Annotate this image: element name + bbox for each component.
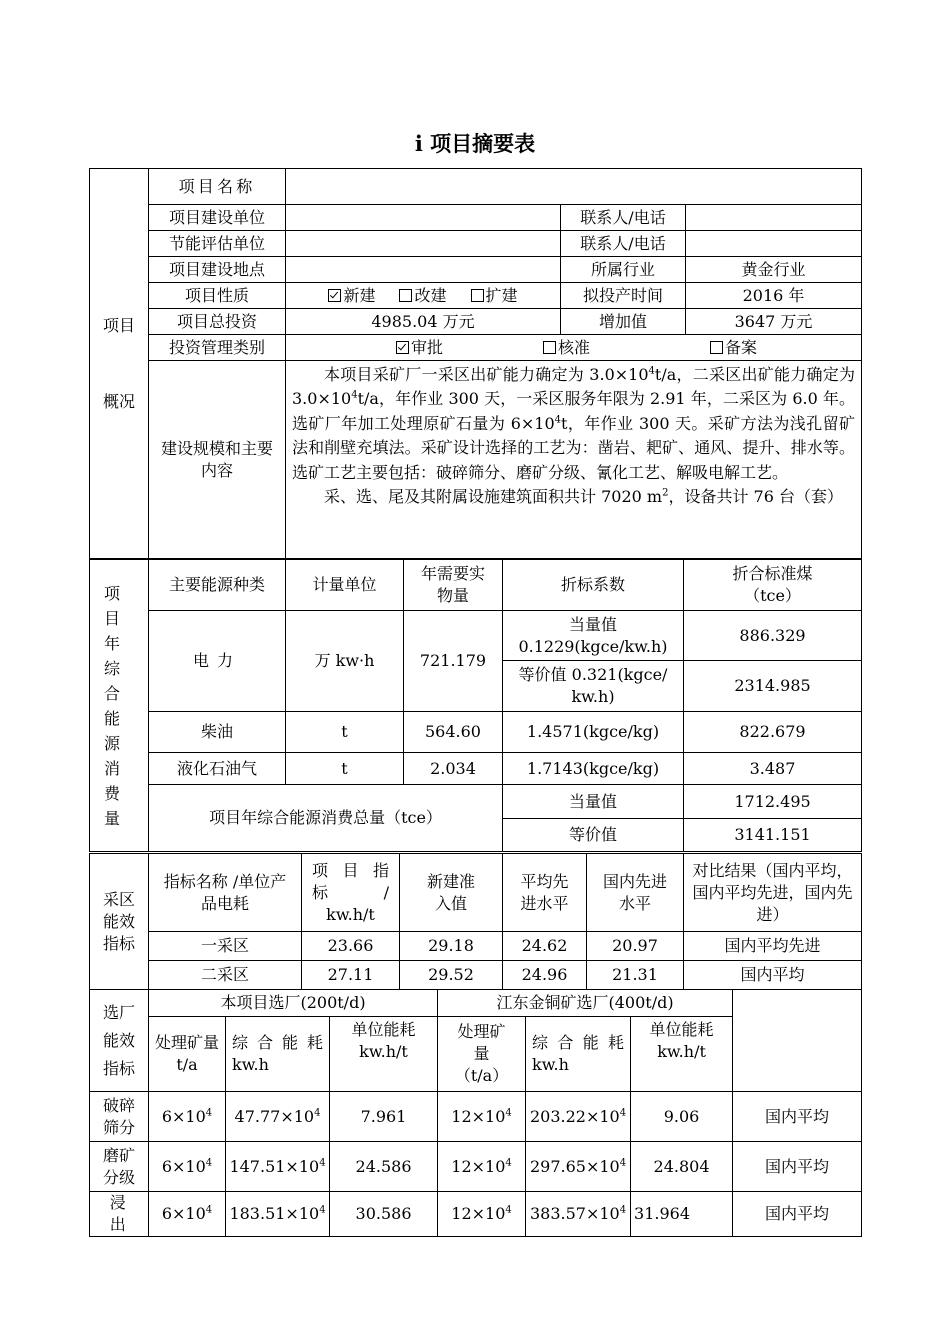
mining-row-name: 二采区 [149,961,302,990]
mining-header-indicator: 项 目 指 标 / kw.h/t [302,854,400,932]
dressing-eb: $383.57\times 10^4$ [526,1192,631,1237]
header-coef: 折标系数 [503,560,684,611]
dressing-qa: $6\times 10^4$ [149,1092,226,1142]
checkbox-verify[interactable] [543,341,556,354]
plant-b-header: 江东金铜矿选厂(400t/d) [438,990,733,1017]
electricity-unit: 万 kw·h [286,611,404,712]
mining-row-value: 29.18 [400,932,503,961]
header-tce: 折合标准煤（tce） [684,560,862,611]
dressing-qa: $6\times 10^4$ [149,1142,226,1192]
mining-header-name: 指标名称 /单位产品电耗 [149,854,302,932]
dressing-eb: $297.65\times 10^4$ [526,1142,631,1192]
dressing-ea: $183.51\times 10^4$ [226,1192,330,1237]
plant-a-header: 本项目选厂(200t/d) [149,990,438,1017]
table-row [90,1142,862,1192]
mining-header-avg: 平均先进水平 [503,854,587,932]
dressing-ea: $147.51\times 10^4$ [226,1142,330,1192]
diesel-name: 柴油 [149,712,286,753]
overview-side-label: 项目 概况 [90,169,149,559]
value-contact-1 [686,205,862,231]
checkbox-approval[interactable] [396,341,409,354]
header-unit: 计量单位 [286,560,404,611]
label-start-time: 拟投产时间 [561,283,686,309]
checkbox-rebuild[interactable] [399,289,412,302]
energy-side-label: 项目年综合能源消费量 [90,560,149,852]
b-header-energy: 综 合 能 耗 kw.h [526,1017,631,1092]
mining-row-result: 国内平均先进 [684,932,862,961]
value-start-time: 2016 年 [686,283,862,309]
dressing-eb: $203.22\times 10^4$ [526,1092,631,1142]
dressing-side-label: 选厂能效指标 [90,990,149,1092]
dressing-row-name: 磨矿分级 [90,1142,149,1192]
mining-row-value: 29.52 [400,961,503,990]
electricity-amount: 721.179 [404,611,503,712]
total-equal-value: 1712.495 [684,785,862,819]
electricity-tce-equal: 886.329 [684,611,862,661]
value-invest-mgmt: 审批 核准 备案 [286,335,862,361]
dressing-table [89,989,862,1237]
dressing-result: 国内平均 [733,1192,862,1237]
energy-table [89,559,862,852]
value-project-name [286,169,862,205]
label-industry: 所属行业 [561,257,686,283]
mining-side-label: 采区能效指标 [90,854,149,990]
mining-header-domestic: 国内先进水平 [587,854,684,932]
dressing-qb: $12\times 10^4$ [438,1092,526,1142]
total-label: 项目年综合能源消费总量（tce） [149,785,503,852]
mining-row-name: 一采区 [149,932,302,961]
value-contact-2 [686,231,862,257]
dressing-result-header [733,990,862,1092]
lpg-amount: 2.034 [404,753,503,785]
checkbox-record[interactable] [710,341,723,354]
dressing-qb: $12\times 10^4$ [438,1192,526,1237]
label-contact-2: 联系人/电话 [561,231,686,257]
checkbox-new[interactable] [328,289,341,302]
total-equiv-value: 3141.151 [684,819,862,852]
lpg-tce: 3.487 [684,753,862,785]
label-nature: 项目性质 [149,283,286,309]
diesel-coef: 1.4571(kgce/kg) [503,712,684,753]
dressing-ub: 31.964 [631,1192,733,1237]
mining-row-value: 21.31 [587,961,684,990]
a-header-unit: 单位能耗 kw.h/t [330,1017,438,1092]
label-scale: 建设规模和主要内容 [149,361,286,559]
label-added-value: 增加值 [561,309,686,335]
b-header-qty: 处理矿量（t/a） [438,1017,526,1092]
mining-row-value: 20.97 [587,932,684,961]
dressing-ub: 9.06 [631,1092,733,1142]
checkbox-expand[interactable] [471,289,484,302]
mining-header-new: 新建准入值 [400,854,503,932]
electricity-name: 电力 [149,611,286,712]
value-nature: 新建 改建 扩建 [286,283,561,309]
dressing-qa: $6\times 10^4$ [149,1192,226,1237]
dressing-ua: 30.586 [330,1192,438,1237]
electricity-tce-equiv: 2314.985 [684,661,862,712]
total-equal-label: 当量值 [503,785,684,819]
diesel-amount: 564.60 [404,712,503,753]
value-investment: 4985.04 万元 [286,309,561,335]
a-header-qty: 处理矿量 t/a [149,1017,226,1092]
dressing-ea: $47.77\times 10^4$ [226,1092,330,1142]
electricity-coef-equal: 当量值 0.1229(kgce/kw.h) [503,611,684,661]
header-energy-type: 主要能源种类 [149,560,286,611]
mining-row-result: 国内平均 [684,961,862,990]
label-location: 项目建设地点 [149,257,286,283]
a-header-energy: 综 合 能 耗 kw.h [226,1017,330,1092]
page-title: i 项目摘要表 [414,131,536,156]
lpg-unit: t [286,753,404,785]
dressing-result: 国内平均 [733,1142,862,1192]
value-location [286,257,561,283]
electricity-coef-equiv: 等价值 0.321(kgce/ kw.h) [503,661,684,712]
mining-row-value: 24.62 [503,932,587,961]
label-investment: 项目总投资 [149,309,286,335]
value-scale: 本项目采矿厂一采区出矿能力确定为 $3.0\times 10^4t/a$，二采区出矿能力确定为 $3.0\times 10^4t/a$，年作业 300 天，一采区服务年限为 2.91 年，二采区为 6.0 年。选矿厂年加工处理原矿石量为 $6\times 10^4t$，年作业 300 天。采矿方法为浅孔留矿法和削壁充填法。采矿设计选择的工艺为：凿岩、耙矿、通风、提升、排水等。选矿工艺主要包括：破碎筛分、磨矿分级、氰化工艺、解吸电解工艺。 采、选、尾及其附属设施建筑面积共计 7020 $m^2$，设备共计 76 台（套） [286,361,862,559]
dressing-result: 国内平均 [733,1092,862,1142]
value-evaluator [286,231,561,257]
b-header-unit: 单位能耗 kw.h/t [631,1017,733,1092]
label-contact-1: 联系人/电话 [561,205,686,231]
diesel-tce: 822.679 [684,712,862,753]
table-row [90,1092,862,1142]
diesel-unit: t [286,712,404,753]
table-row [90,1192,862,1237]
table-row [90,961,862,990]
header-amount: 年需要实物量 [404,560,503,611]
mining-row-value: 24.96 [503,961,587,990]
mining-table [89,853,862,990]
label-project-name: 项目名称 [149,169,286,205]
value-added-value: 3647 万元 [686,309,862,335]
dressing-ub: 24.804 [631,1142,733,1192]
value-builder [286,205,561,231]
mining-header-result: 对比结果（国内平均，国内平均先进，国内先进） [684,854,862,932]
dressing-row-name: 浸出 [90,1192,149,1237]
mining-row-value: 27.11 [302,961,400,990]
table-row [90,932,862,961]
total-equiv-label: 等价值 [503,819,684,852]
label-builder: 项目建设单位 [149,205,286,231]
dressing-ua: 24.586 [330,1142,438,1192]
dressing-ua: 7.961 [330,1092,438,1142]
value-industry: 黄金行业 [686,257,862,283]
mining-row-value: 23.66 [302,932,400,961]
label-evaluator: 节能评估单位 [149,231,286,257]
dressing-qb: $12\times 10^4$ [438,1142,526,1192]
label-invest-mgmt: 投资管理类别 [149,335,286,361]
dressing-row-name: 破碎筛分 [90,1092,149,1142]
lpg-coef: 1.7143(kgce/kg) [503,753,684,785]
overview-table [89,168,862,559]
lpg-name: 液化石油气 [149,753,286,785]
